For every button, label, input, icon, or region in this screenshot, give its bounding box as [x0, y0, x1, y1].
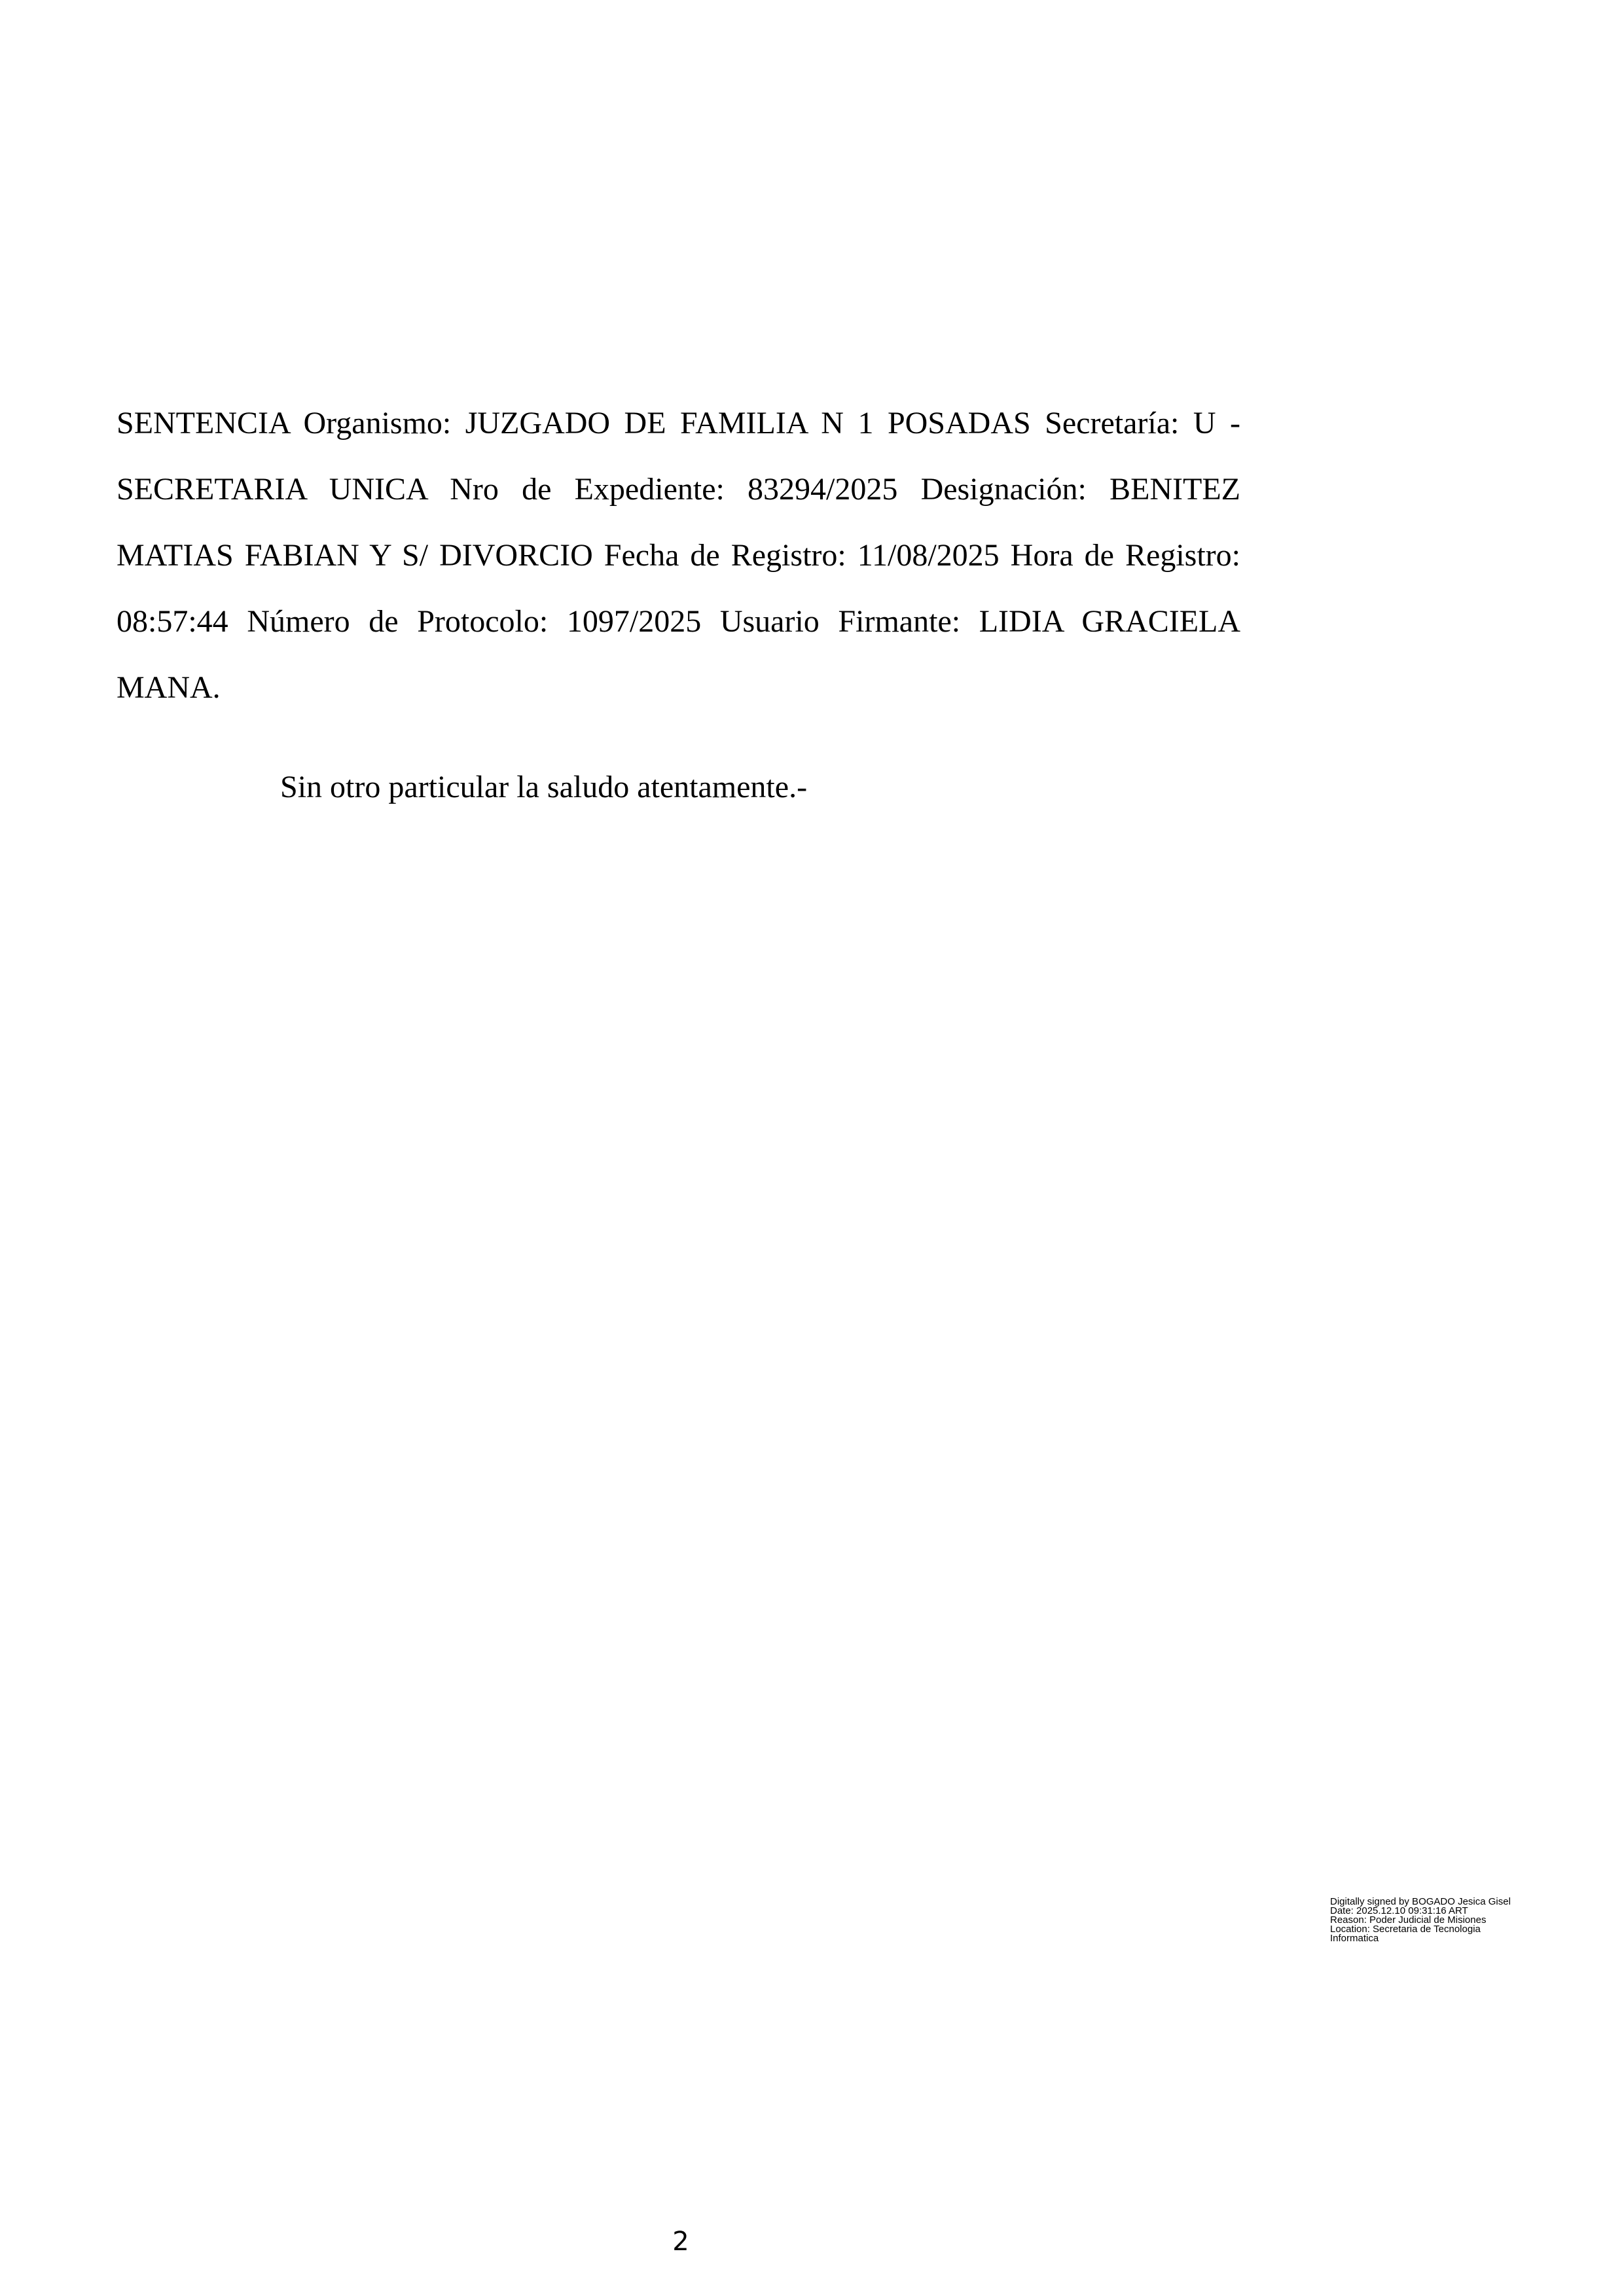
signature-reason: Reason: Poder Judicial de Misiones: [1330, 1914, 1487, 1926]
signature-signed-by: Digitally signed by BOGADO Jesica Gisel: [1330, 1896, 1511, 1907]
signature-date: Date: 2025.12.10 09:31:16 ART: [1330, 1905, 1468, 1916]
signature-location-cont: Informatica: [1330, 1933, 1379, 1944]
sentencia-paragraph: SENTENCIA Organismo: JUZGADO DE FAMILIA N 1 POSADAS Secretaría: U - SECRETARIA UNICA Nro de Expediente: 83294/2025 Designación: BENITEZ MATIAS FABIAN Y S/ DIVORCIO Fecha de Registro: 11/08/2025 Hora de Registro: 08:57:44 Número de Protocolo: 1097/2025 Usuario Firmante: LIDIA GRACIELA MANA.: [117, 406, 1240, 705]
signature-location: Location: Secretaria de Tecnologia: [1330, 1924, 1481, 1935]
closing-line: Sin otro particular la saludo atentamente.-: [280, 770, 808, 804]
digital-signature-stamp: [1330, 1897, 1566, 1943]
page-number: 2: [672, 2227, 689, 2257]
